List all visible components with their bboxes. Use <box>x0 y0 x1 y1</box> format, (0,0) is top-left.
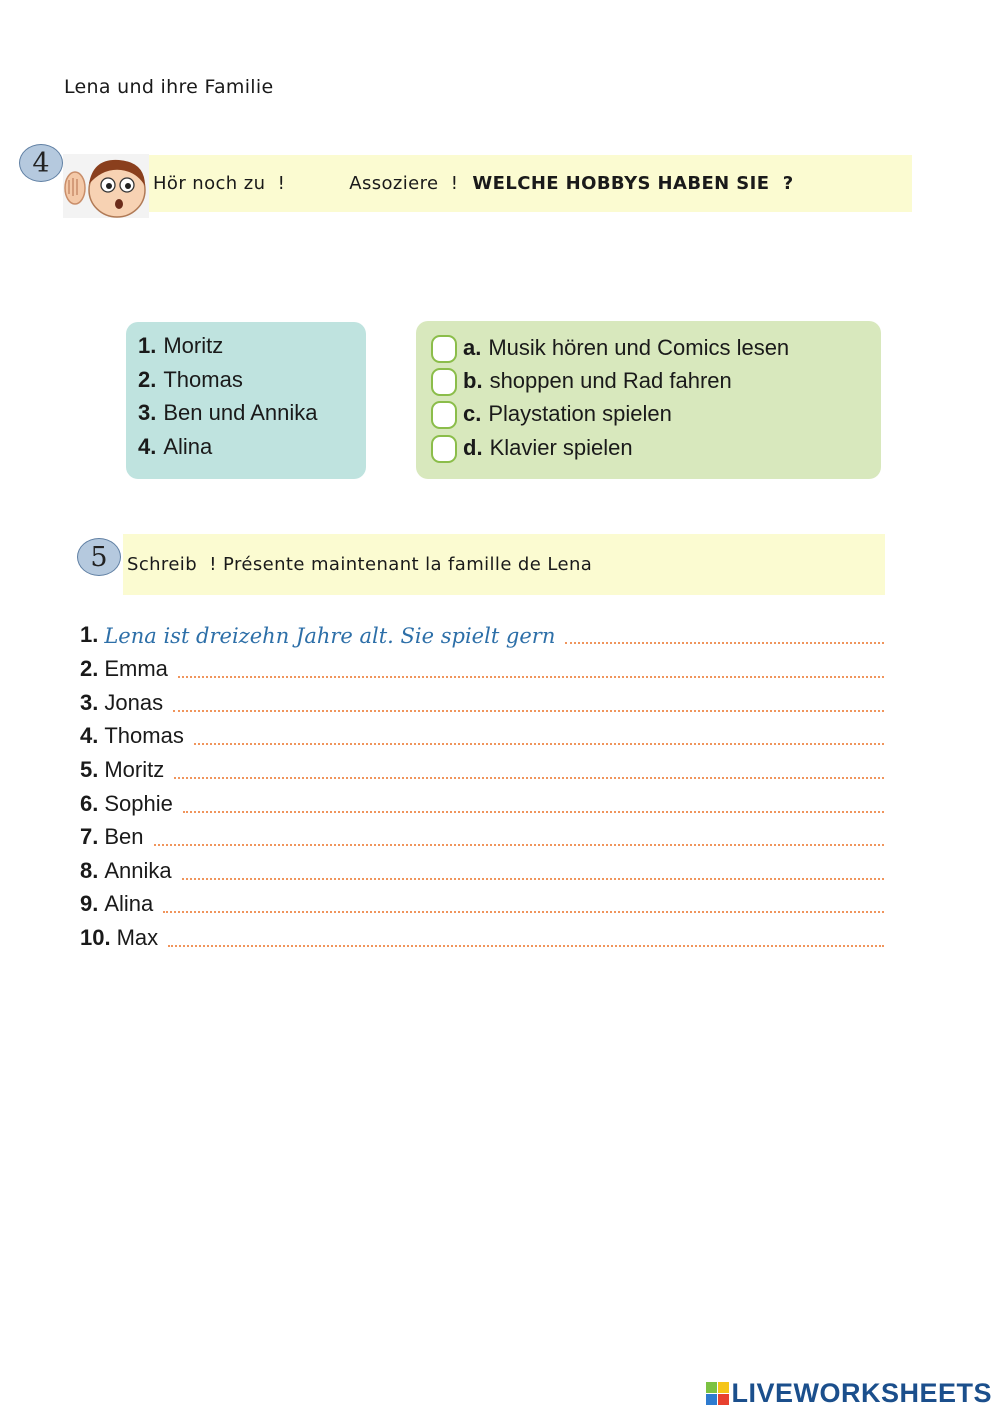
logo-tile-l <box>706 1382 717 1393</box>
row-label: Annika <box>104 858 172 883</box>
exercise-5-badge: 5 <box>77 538 121 576</box>
dotted-answer-line[interactable] <box>174 777 884 779</box>
row-label: Emma <box>104 656 168 681</box>
writing-line-2[interactable]: 2. Emma <box>80 652 884 682</box>
brand-name: LIVEWORKSHEETS <box>731 1378 992 1408</box>
row-label: Moritz <box>104 757 165 782</box>
liveworksheets-brand <box>706 1378 992 1409</box>
name-item-3: 3. Ben und Annika <box>138 400 318 425</box>
logo-tile-e <box>718 1394 729 1405</box>
writing-line-3[interactable]: 3. Jonas <box>80 686 884 716</box>
answer-box-a[interactable] <box>431 335 457 363</box>
logo-tile-v <box>706 1394 717 1405</box>
liveworksheets-logo-icon <box>706 1382 729 1405</box>
writing-line-4[interactable]: 4. Thomas <box>80 719 884 749</box>
writing-line-7[interactable]: 7. Ben <box>80 820 884 850</box>
dotted-answer-line[interactable] <box>154 844 884 846</box>
answer-box-d[interactable] <box>431 435 457 463</box>
dotted-answer-line[interactable] <box>163 911 884 913</box>
writing-line-6[interactable]: 6. Sophie <box>80 787 884 817</box>
name-item-4: 4. Alina <box>138 434 213 459</box>
row-label: Ben <box>104 824 144 849</box>
writing-line-1[interactable]: 1. Lena ist dreizehn Jahre alt. Sie spielt gern <box>80 618 884 648</box>
name-item-1: 1. Moritz <box>138 333 224 358</box>
dotted-answer-line[interactable] <box>194 743 884 745</box>
hobby-item-b: b. shoppen und Rad fahren <box>463 368 732 393</box>
names-list-box <box>126 322 366 479</box>
writing-line-5[interactable]: 5. Moritz <box>80 753 884 783</box>
exercise-4-instruction-banner <box>149 155 912 212</box>
writing-line-8[interactable]: 8. Annika <box>80 854 884 884</box>
exercise-5-instruction: Schreib ! Présente maintenant la famille de Lena <box>127 554 593 575</box>
dotted-answer-line[interactable] <box>178 676 884 678</box>
name-item-2: 2. Thomas <box>138 367 243 392</box>
instruction-question: WELCHE HOBBYS HABEN SIE ? <box>472 173 794 194</box>
dotted-answer-line[interactable] <box>565 642 884 644</box>
writing-line-9[interactable]: 9. Alina <box>80 887 884 917</box>
page-title: Lena und ihre Familie <box>64 76 274 98</box>
answer-box-c[interactable] <box>431 401 457 429</box>
hobby-item-d: d. Klavier spielen <box>463 435 633 460</box>
row-label: Sophie <box>104 791 173 816</box>
row-label: Jonas <box>104 690 164 715</box>
dotted-answer-line[interactable] <box>182 878 884 880</box>
instruction-associate: Assoziere ! <box>349 173 459 194</box>
logo-tile-i <box>718 1382 729 1393</box>
handwritten-example: Lena ist dreizehn Jahre alt. Sie spielt gern <box>104 624 556 648</box>
writing-line-10[interactable]: 10. Max <box>80 921 884 951</box>
instruction-listen: Hör noch zu ! <box>153 173 286 194</box>
listening-face-icon <box>63 154 149 218</box>
answer-box-b[interactable] <box>431 368 457 396</box>
exercise-4-badge: 4 <box>19 144 63 182</box>
dotted-answer-line[interactable] <box>168 945 884 947</box>
exercise-5-instruction-banner <box>123 534 885 595</box>
hobby-item-c: c. Playstation spielen <box>463 401 672 426</box>
row-label: Alina <box>104 891 154 916</box>
row-label: Thomas <box>104 723 184 748</box>
hobby-item-a: a. Musik hören und Comics lesen <box>463 335 790 360</box>
dotted-answer-line[interactable] <box>183 811 884 813</box>
hobbies-list-box <box>416 321 881 479</box>
dotted-answer-line[interactable] <box>173 710 884 712</box>
row-label: Max <box>116 925 159 950</box>
